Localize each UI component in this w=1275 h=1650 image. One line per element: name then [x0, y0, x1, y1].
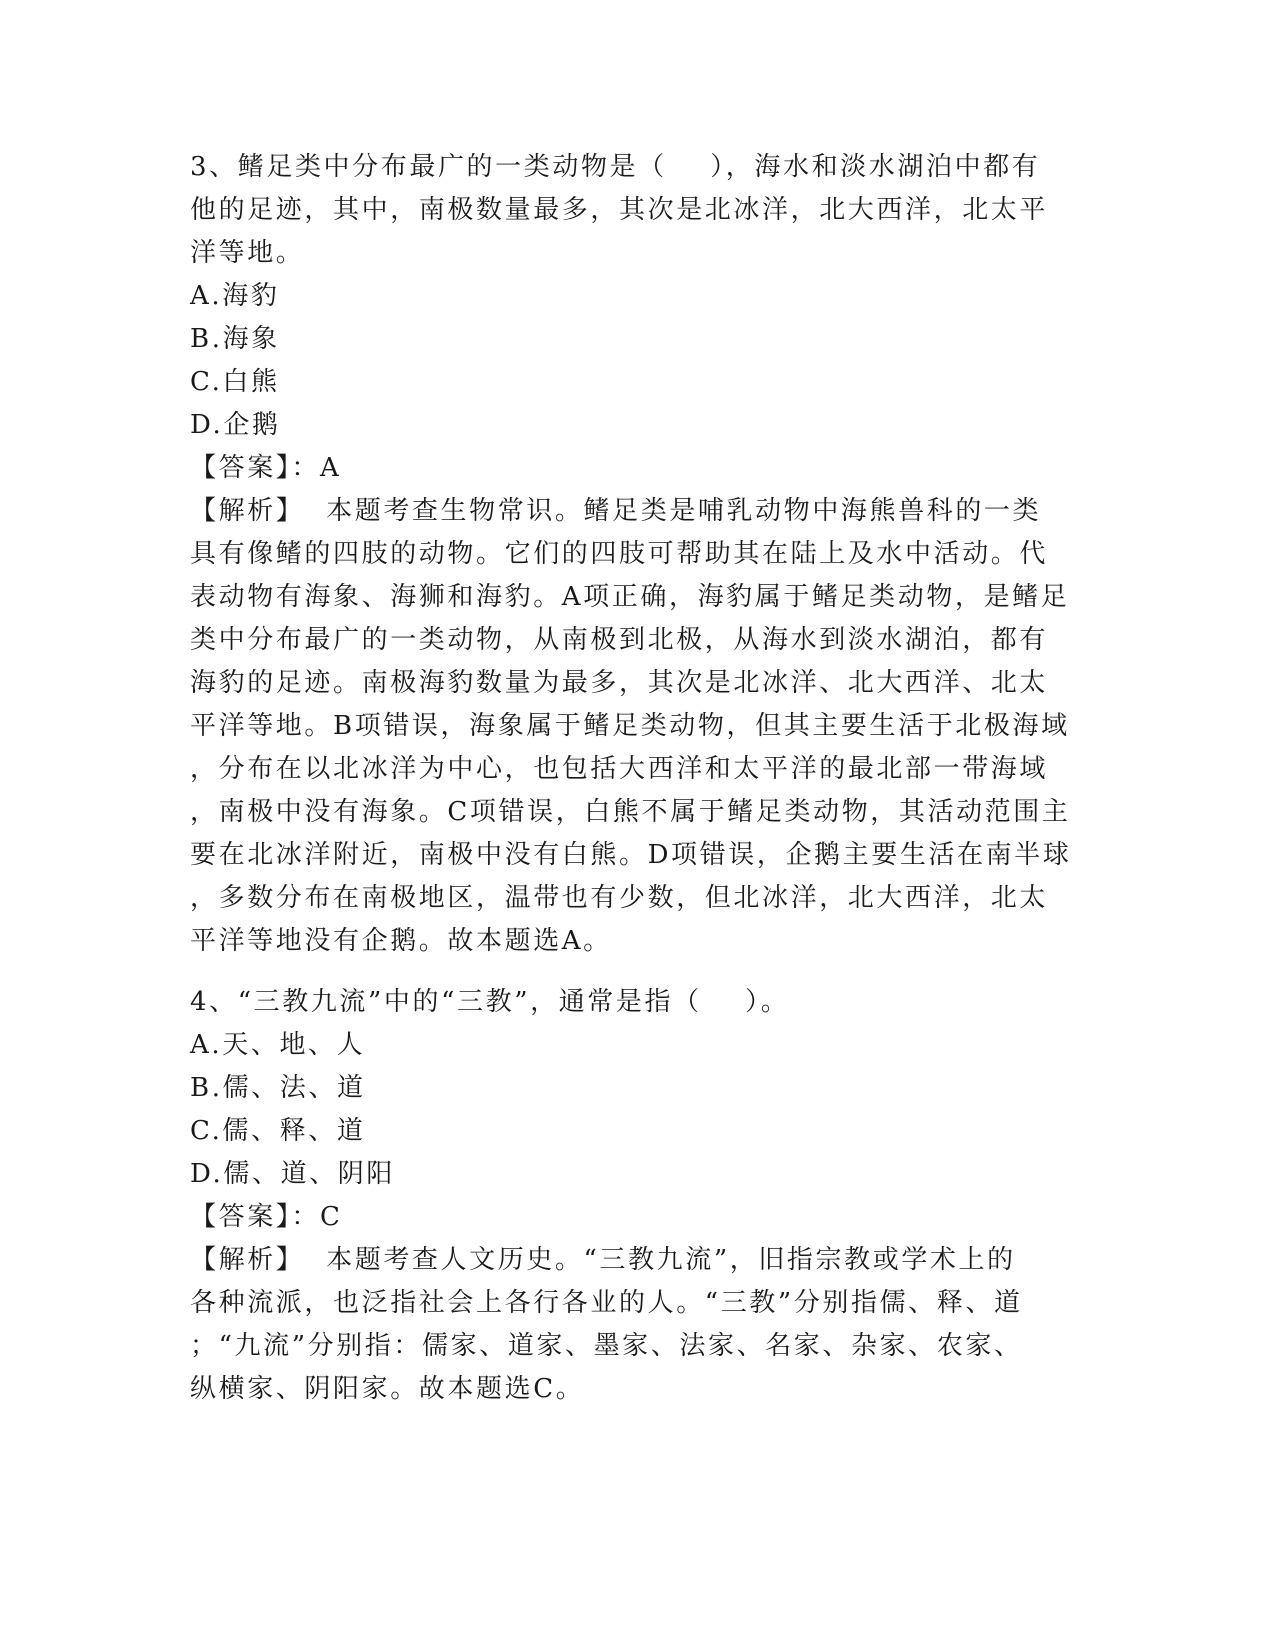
option-a: A.天、地、人: [190, 1030, 366, 1060]
analysis-line: 海豹的足迹。南极海豹数量为最多，其次是北冰洋、北大西洋、北太: [190, 668, 1049, 698]
option-c: C.儒、释、道: [190, 1116, 366, 1146]
analysis-line: 【解析】 本题考查人文历史。“三教九流”，旧指宗教或学术上的: [190, 1245, 1016, 1275]
document-page: [190, 146, 1090, 1411]
question-stem-line: 4、“三教九流”中的“三教”，通常是指（ ）。: [190, 987, 790, 1017]
analysis-line: 【解析】 本题考查生物常识。鳍足类是哺乳动物中海熊兽科的一类: [190, 496, 1042, 526]
analysis-line: 类中分布最广的一类动物，从南极到北极，从海水到淡水湖泊，都有: [190, 625, 1049, 655]
analysis-line: 平洋等地。B项错误，海象属于鳍足类动物，但其主要生活于北极海域: [190, 711, 1070, 741]
analysis-line: 平洋等地没有企鹅。故本题选A。: [190, 926, 612, 956]
analysis-line: 具有像鳍的四肢的动物。它们的四肢可帮助其在陆上及水中活动。代: [190, 539, 1049, 569]
analysis-line: 要在北冰洋附近，南极中没有白熊。D项错误，企鹅主要生活在南半球: [190, 840, 1072, 870]
question-stem-line: 他的足迹，其中，南极数量最多，其次是北冰洋，北大西洋，北太平: [190, 195, 1049, 225]
option-a: A.海豹: [190, 281, 280, 311]
analysis-line: ，分布在以北冰洋为中心，也包括大西洋和太平洋的最北部一带海域: [190, 754, 1049, 784]
option-d: D.企鹅: [190, 410, 281, 440]
question-gap: [190, 963, 1090, 981]
analysis-line: 各种流派，也泛指社会上各行各业的人。“三教”分别指儒、释、道: [190, 1288, 1023, 1318]
question-3: [190, 146, 1090, 963]
answer-line: 【答案】：C: [190, 1202, 343, 1232]
option-b: B.海象: [190, 324, 280, 354]
option-c: C.白熊: [190, 367, 280, 397]
analysis-line: ；“九流”分别指：儒家、道家、墨家、法家、名家、杂家、农家、: [190, 1331, 1023, 1361]
analysis-line: ，南极中没有海象。C项错误，白熊不属于鳍足类动物，其活动范围主: [190, 797, 1071, 827]
option-d: D.儒、道、阴阳: [190, 1159, 395, 1189]
answer-line: 【答案】：A: [190, 453, 342, 483]
question-stem-line: 3、鳍足类中分布最广的一类动物是（ ），海水和淡水湖泊中都有: [190, 152, 1041, 182]
analysis-line: ，多数分布在南极地区，温带也有少数，但北冰洋，北大西洋，北太: [190, 883, 1049, 913]
analysis-line: 表动物有海象、海狮和海豹。A项正确，海豹属于鳍足类动物，是鳍足: [190, 582, 1070, 612]
option-b: B.儒、法、道: [190, 1073, 366, 1103]
question-4: [190, 981, 1090, 1411]
analysis-line: 纵横家、阴阳家。故本题选C。: [190, 1374, 585, 1404]
question-stem-line: 洋等地。: [190, 238, 305, 268]
